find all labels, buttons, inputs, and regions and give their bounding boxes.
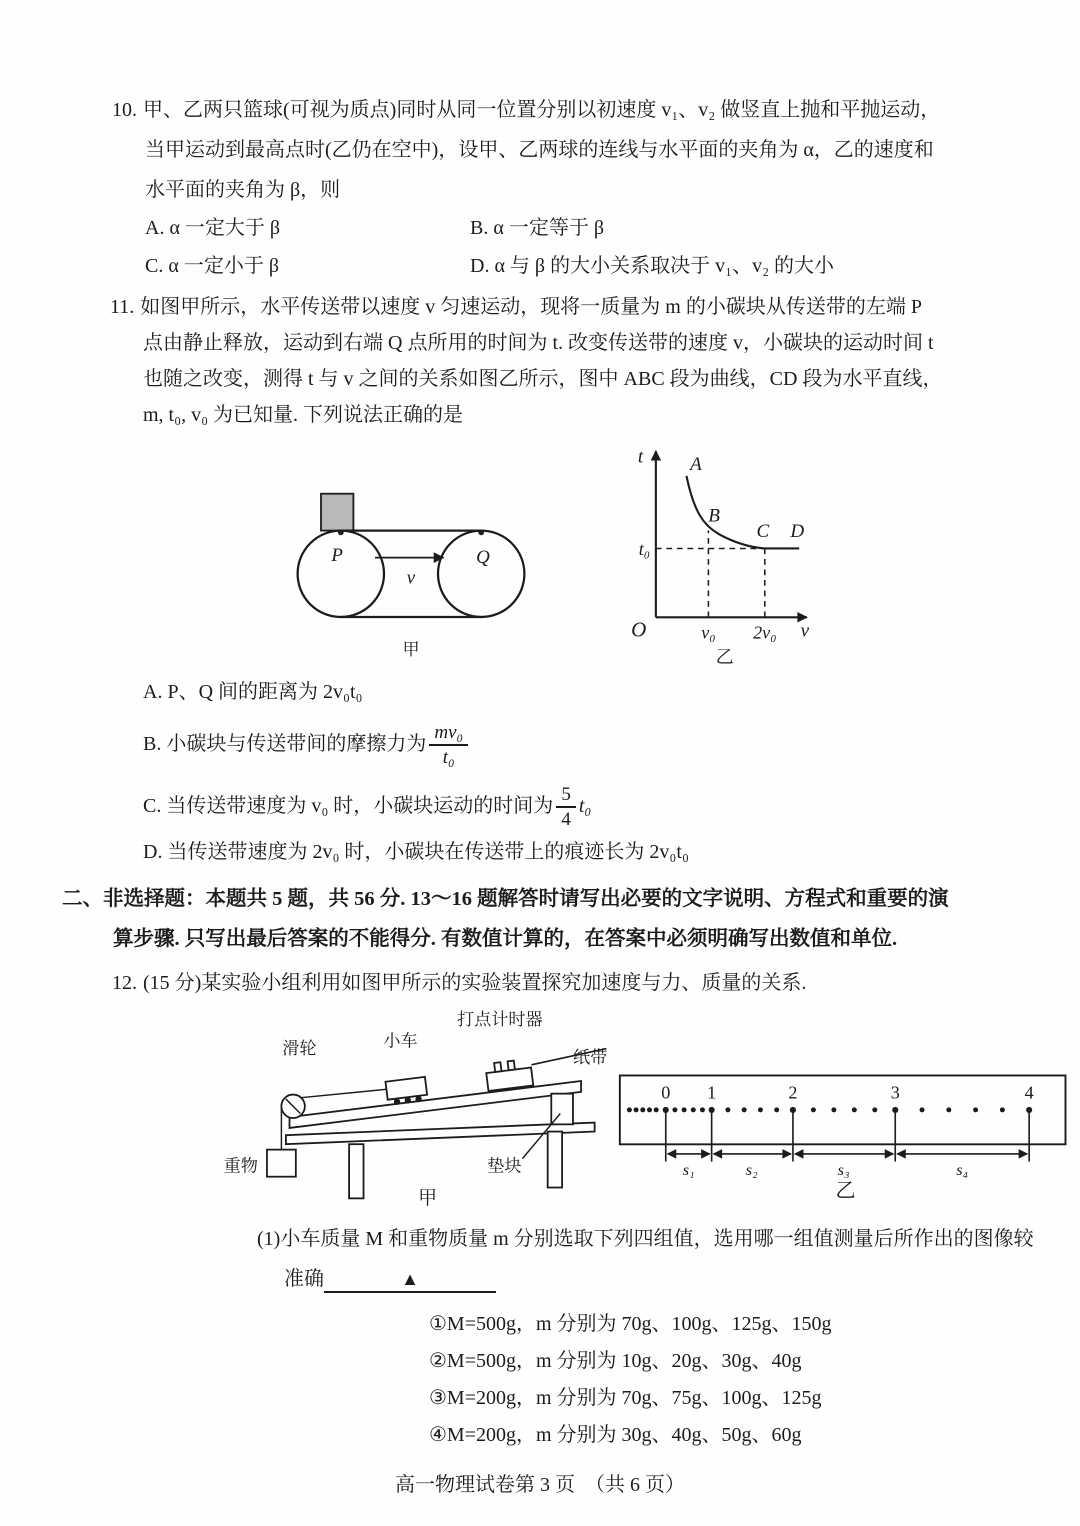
tape-seg-s2: s₂ bbox=[745, 1161, 758, 1180]
question-10-text-1: 甲、乙两只篮球(可视为质点)同时从同一位置分别以初速度 v₁、v₂ 做竖直上抛和平抛运动， bbox=[143, 99, 941, 121]
curve-abc bbox=[686, 476, 799, 549]
figure-conveyor-belt bbox=[285, 482, 555, 659]
label-origin: O bbox=[631, 617, 647, 642]
blank-triangle-mark: ▲ bbox=[401, 1269, 419, 1290]
label-a: A bbox=[690, 454, 702, 476]
question-11-option-c bbox=[143, 779, 1080, 833]
sub1-line-2 bbox=[257, 1258, 1080, 1300]
label-t0: t₀ bbox=[638, 539, 651, 560]
tape-seg-s1: s₁ bbox=[682, 1161, 695, 1180]
label-b: B bbox=[708, 505, 720, 527]
option-c-fraction: $\frac{5}{4}$ bbox=[556, 784, 576, 832]
question-12-sub1 bbox=[257, 1220, 1080, 1454]
table-leg-right bbox=[548, 1132, 562, 1188]
label-2v0: 2v₀ bbox=[753, 622, 777, 643]
question-11-line-1 bbox=[110, 289, 1080, 325]
answer-blank bbox=[324, 1265, 496, 1293]
graph-caption: 乙 bbox=[715, 647, 734, 667]
question-11-line-3: 也随之改变，测得 t 与 v 之间的关系如图乙所示，图中 ABC 段为曲线，CD 段为水平直线， bbox=[143, 368, 943, 390]
label-t-axis: t bbox=[637, 446, 644, 468]
tape-outline bbox=[620, 1076, 1066, 1145]
question-11-text-1: 如图甲所示，水平传送带以速度 v 匀速运动，现将一质量为 m 的小碳块从传送带的左端 P bbox=[140, 296, 922, 318]
question-11-option-d: D. 当传送带速度为 2v₀ 时，小碳块在传送带上的痕迹长为 2v₀t₀ bbox=[143, 841, 689, 863]
option-b-fraction: $\frac{\text{mv₀}}{\text{t₀}}$ bbox=[429, 722, 468, 770]
label-v: v bbox=[406, 567, 416, 589]
question-10-options bbox=[145, 212, 1080, 283]
label-timer: 打点计时器 bbox=[456, 1010, 543, 1030]
point-p-dot bbox=[338, 529, 344, 535]
tape-point-3: 3 bbox=[890, 1082, 900, 1103]
section-2-header bbox=[62, 879, 1080, 959]
question-11-line-4: m, t₀, v₀ 为已知量. 下列说法正确的是 bbox=[143, 404, 464, 426]
tape-point-1: 1 bbox=[707, 1082, 717, 1103]
label-tape: 纸带 bbox=[572, 1047, 608, 1067]
tape-point-4: 4 bbox=[1024, 1082, 1034, 1103]
question-10 bbox=[112, 90, 1080, 283]
page-footer: 高一物理试卷第 3 页 （共 6 页） bbox=[395, 1474, 685, 1497]
question-10-line-2: 当甲运动到最高点时(乙仍在空中)，设甲、乙两球的连线与水平面的夹角为 α，乙的速度和 bbox=[145, 139, 934, 161]
question-12-choices bbox=[429, 1306, 1080, 1454]
question-10-number: 10. bbox=[112, 99, 137, 121]
option-b-text: B. 小碳块与传送带间的摩擦力为 bbox=[143, 733, 427, 755]
inclined-plank bbox=[290, 1081, 582, 1128]
question-10-option-b: B. α 一定等于 β bbox=[470, 217, 604, 239]
tape-dots bbox=[627, 1107, 1032, 1113]
label-p: P bbox=[331, 544, 343, 566]
question-12-figures bbox=[220, 1007, 1080, 1210]
label-c: C bbox=[756, 521, 770, 543]
label-d: D bbox=[790, 521, 805, 543]
question-10-option-d: D. α 与 β 的大小关系取决于 v₁、v₂ 的大小 bbox=[470, 255, 835, 277]
question-11-option-a: A. P、Q 间的距离为 2v₀t₀ bbox=[143, 681, 363, 703]
right-pulley-icon bbox=[438, 530, 524, 616]
table-leg-left bbox=[349, 1144, 363, 1198]
tape-seg-s3: s₃ bbox=[837, 1161, 850, 1180]
left-pulley-icon bbox=[298, 530, 384, 616]
label-v-axis: v bbox=[800, 620, 810, 642]
carbon-block-icon bbox=[321, 493, 353, 530]
tape-caption: 乙 bbox=[835, 1180, 856, 1201]
question-10-line-1 bbox=[112, 90, 1080, 130]
choice-3: ③M=200g，m 分别为 70g、75g、100g、125g bbox=[429, 1387, 822, 1410]
section-2-line-1: 二、非选择题：本题共 5 题，共 56 分. 13～16 题解答时请写出必要的文字说明、方程式和重要的演 bbox=[62, 888, 949, 910]
tape-point-2: 2 bbox=[788, 1082, 798, 1103]
apparatus-caption: 甲 bbox=[418, 1187, 438, 1209]
figure-apparatus bbox=[220, 1007, 608, 1210]
belt-caption: 甲 bbox=[402, 639, 420, 659]
question-11-option-b bbox=[143, 715, 1080, 773]
option-c-text: C. 当传送带速度为 v₀ 时，小碳块运动的时间为 bbox=[143, 795, 554, 817]
timer-icon bbox=[485, 1059, 533, 1091]
section-2-line-2: 算步骤. 只写出最后答案的不能得分. 有数值计算的，在答案中必须明确写出数值和单位. bbox=[113, 928, 898, 950]
label-cart: 小车 bbox=[383, 1031, 418, 1051]
figure-tv-graph bbox=[610, 430, 825, 667]
label-q: Q bbox=[476, 546, 490, 568]
string-line bbox=[296, 1089, 388, 1098]
choice-1: ①M=500g，m 分别为 70g、100g、125g、150g bbox=[429, 1313, 832, 1336]
question-11-number: 11. bbox=[110, 296, 135, 318]
label-v0: v₀ bbox=[701, 622, 716, 643]
tape-point-0: 0 bbox=[661, 1082, 671, 1103]
figure-dot-tape bbox=[616, 1064, 1080, 1200]
point-q-dot bbox=[478, 529, 484, 535]
weight-block bbox=[267, 1150, 296, 1177]
option-c-suffix: t₀ bbox=[578, 795, 592, 817]
sub1-line-2-text: 准确 bbox=[284, 1268, 324, 1291]
question-11 bbox=[110, 289, 1080, 867]
question-12-number: 12. bbox=[112, 972, 137, 994]
choice-2: ②M=500g，m 分别为 10g、20g、30g、40g bbox=[429, 1350, 802, 1373]
question-10-option-a: A. α 一定大于 β bbox=[145, 217, 281, 239]
question-11-line-2: 点由静止释放，运动到右端 Q 点所用的时间为 t. 改变传送带的速度 v，小碳块的运动时间 t bbox=[143, 332, 934, 354]
label-pad: 垫块 bbox=[487, 1156, 522, 1176]
question-10-option-c: C. α 一定小于 β bbox=[145, 255, 279, 277]
question-12-intro: (15 分)某实验小组利用如图甲所示的实验装置探究加速度与力、质量的关系. bbox=[143, 972, 807, 994]
choice-4: ④M=200g，m 分别为 30g、40g、50g、60g bbox=[429, 1424, 802, 1447]
sub1-line-1: (1)小车质量 M 和重物质量 m 分别选取下列四组值，选用哪一组值测量后所作出的图像较 bbox=[257, 1228, 1034, 1251]
label-weight: 重物 bbox=[223, 1156, 258, 1176]
tape-seg-s4: s₄ bbox=[956, 1161, 969, 1180]
question-11-figures bbox=[285, 437, 1080, 667]
label-pulley: 滑轮 bbox=[282, 1038, 317, 1058]
question-12-line-1 bbox=[112, 965, 1080, 1001]
question-12 bbox=[112, 965, 1080, 1454]
question-10-line-3: 水平面的夹角为 β，则 bbox=[145, 179, 341, 201]
